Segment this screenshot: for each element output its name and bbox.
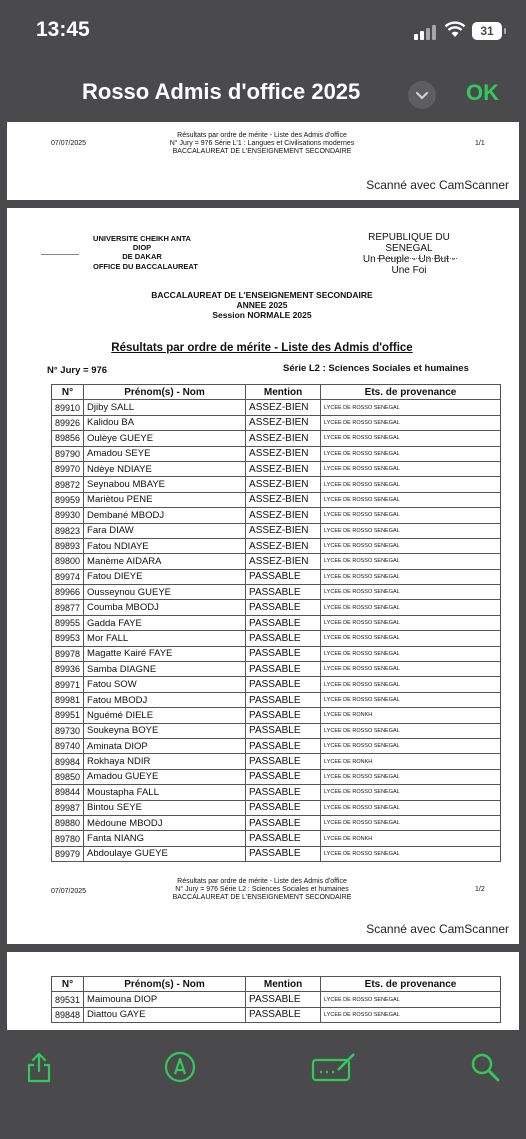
school: LYCEE DE ROSSO SENEGAL [321,677,501,692]
candidate-name: Nguémé DIELE [84,708,246,723]
table-row [52,831,501,846]
table-row [52,815,501,830]
candidate-number: 89730 [52,723,84,738]
table-row [52,523,501,538]
mention: ASSEZ-BIEN [246,554,321,569]
candidate-name: Fatou NDIAYE [84,538,246,553]
candidate-number: 89974 [52,569,84,584]
page-header: Résultats par ordre de mérite - Liste des Admis d'office N° Jury = 976 Série L'1 : Langues et Civilisations modernes BACCALAUREAT DE L'ENSEIGNEMENT SECONDAIRE [169,132,355,155]
candidate-number: 89936 [52,662,84,677]
candidate-name: Fatou SOW [84,677,246,692]
university-header: UNIVERSITE CHEIKH ANTA DIOP DE DAKAR [93,234,191,261]
candidate-number: 89978 [52,646,84,661]
cellular-signal-icon [414,24,438,40]
chevron-down-icon [408,81,436,109]
candidate-number: 89910 [52,400,84,415]
document-page-3 [7,952,519,1030]
school: LYCEE DE ROSSO SENEGAL [321,785,501,800]
signature-mark [41,254,79,255]
school: LYCEE DE ROSSO SENEGAL [321,415,501,430]
status-time: 13:45 [36,18,90,41]
page-footer: Résultats par ordre de mérite - Liste des Admis d'office N° Jury = 976 Série L2 : Sciences Sociales et humaines BACCALAUREAT DE L'ENSEIGNEMENT SECONDAIRE [172,878,352,901]
candidate-number: 89984 [52,754,84,769]
candidate-name: Fanta NIANG [84,831,246,846]
candidate-name: Rokhaya NDIR [84,754,246,769]
mention: PASSABLE [246,646,321,661]
mention: ASSEZ-BIEN [246,508,321,523]
col-number-header: N° [52,977,84,992]
candidate-name: Manème AIDARA [84,554,246,569]
mention: PASSABLE [246,692,321,707]
table-row [52,585,501,600]
candidate-name: Mor FALL [84,631,246,646]
mention: PASSABLE [246,738,321,753]
divider [377,258,457,259]
table-row [52,1007,501,1022]
candidate-number: 89930 [52,508,84,523]
exam-title: BACCALAUREAT DE L'ENSEIGNEMENT SECONDAIRE ANNEE 2025 Session NORMALE 2025 [151,290,373,320]
school: LYCEE DE ROSSO SENEGAL [321,446,501,461]
school: LYCEE DE ROSSO SENEGAL [321,508,501,523]
mention: PASSABLE [246,992,321,1007]
school: LYCEE DE ROSSO SENEGAL [321,554,501,569]
candidate-name: Magatte Kairé FAYE [84,646,246,661]
mention: ASSEZ-BIEN [246,415,321,430]
school: LYCEE DE ROSSO SENEGAL [321,600,501,615]
mention: ASSEZ-BIEN [246,523,321,538]
col-name-header: Prénom(s) - Nom [84,385,246,400]
mention: PASSABLE [246,769,321,784]
school: LYCEE DE ROSSO SENEGAL [321,1007,501,1022]
document-page-1 [7,122,519,200]
camscanner-label: Scanné avec CamScanner [366,922,509,936]
republic-header: REPUBLIQUE DU SENEGAL Un Peuple - Un But - Une Foi [362,232,456,276]
table-row [52,646,501,661]
school: LYCEE DE ROSSO SENEGAL [321,723,501,738]
candidate-number: 89531 [52,992,84,1007]
school: LYCEE DE ROSSO SENEGAL [321,477,501,492]
jury-label: N° Jury = 976 [47,365,108,376]
candidate-name: Diattou GAYE [84,1007,246,1022]
candidate-number: 89848 [52,1007,84,1022]
table-row [52,738,501,753]
candidate-number: 89926 [52,415,84,430]
col-mention-header: Mention [246,385,321,400]
mention: PASSABLE [246,785,321,800]
candidate-number: 89966 [52,585,84,600]
candidate-name: Maimouna DIOP [84,992,246,1007]
school: LYCEE DE ROSSO SENEGAL [321,662,501,677]
col-number-header: N° [52,385,84,400]
candidate-number: 89877 [52,600,84,615]
school: LYCEE DE ROSSO SENEGAL [321,738,501,753]
status-bar [0,0,526,62]
candidate-name: Fatou MBODJ [84,692,246,707]
col-school-header: Ets. de provenance [321,385,501,400]
candidate-number: 89856 [52,431,84,446]
candidate-number: 89844 [52,785,84,800]
candidate-name: Mèdoune MBODJ [84,815,246,830]
bottom-toolbar [0,1030,526,1139]
title-menu-button[interactable] [408,81,436,109]
candidate-name: Amadou GUEYE [84,769,246,784]
mention: PASSABLE [246,677,321,692]
candidate-name: Samba DIAGNE [84,662,246,677]
candidate-number: 89780 [52,831,84,846]
table-row [52,992,501,1007]
candidate-number: 89981 [52,692,84,707]
mention: PASSABLE [246,800,321,815]
mention: PASSABLE [246,1007,321,1022]
table-row [52,446,501,461]
table-row [52,600,501,615]
candidate-name: Seynabou MBAYE [84,477,246,492]
school: LYCEE DE ROSSO SENEGAL [321,569,501,584]
candidate-number: 89800 [52,554,84,569]
table-row [52,415,501,430]
signature-icon[interactable] [310,1050,358,1084]
candidate-name: Abdoulaye GUEYE [84,846,246,861]
candidate-number: 89953 [52,631,84,646]
mention: ASSEZ-BIEN [246,461,321,476]
candidate-number: 89880 [52,815,84,830]
mention: ASSEZ-BIEN [246,446,321,461]
school: LYCEE DE ROSSO SENEGAL [321,815,501,830]
mention: ASSEZ-BIEN [246,477,321,492]
candidate-name: Soukeyna BOYE [84,723,246,738]
school: LYCEE DE ROSSO SENEGAL [321,585,501,600]
table-row [52,431,501,446]
candidate-name: Bintou SEYE [84,800,246,815]
mention: PASSABLE [246,831,321,846]
table-row [52,461,501,476]
table-row [52,708,501,723]
candidate-name: Oulèye GUEYE [84,431,246,446]
col-school-header: Ets. de provenance [321,977,501,992]
candidate-name: Fara DIAW [84,523,246,538]
school: LYCEE DE ROSSO SENEGAL [321,615,501,630]
table-row [52,400,501,415]
table-row [52,569,501,584]
school: LYCEE DE ROSSO SENEGAL [321,400,501,415]
school: LYCEE DE ROSSO SENEGAL [321,646,501,661]
page-date: 07/07/2025 [51,888,87,895]
mention: PASSABLE [246,723,321,738]
school: LYCEE DE ROSSO SENEGAL [321,631,501,646]
candidate-number: 89850 [52,769,84,784]
mention: PASSABLE [246,662,321,677]
table-row [52,492,501,507]
table-row [52,785,501,800]
school: LYCEE DE ROSSO SENEGAL [321,692,501,707]
mention: PASSABLE [246,631,321,646]
document-page-2 [7,208,519,944]
school: LYCEE DE ROSSO SENEGAL [321,461,501,476]
search-icon[interactable] [468,1050,502,1084]
school: LYCEE DE ROSSO SENEGAL [321,523,501,538]
candidate-number: 89740 [52,738,84,753]
school: LYCEE DE RONKH [321,708,501,723]
nav-bar [0,62,526,122]
mention: ASSEZ-BIEN [246,400,321,415]
results-table [51,384,501,862]
table-row [52,477,501,492]
school: LYCEE DE RONKH [321,754,501,769]
ok-button[interactable]: OK [466,80,499,105]
mention: PASSABLE [246,569,321,584]
page-date: 07/07/2025 [51,140,87,147]
page-number: 1/1 [475,140,485,147]
mention: ASSEZ-BIEN [246,538,321,553]
page-number: 1/2 [475,886,485,893]
table-row [52,754,501,769]
candidate-name: Ndèye NDIAYE [84,461,246,476]
candidate-number: 89971 [52,677,84,692]
candidate-name: Aminata DIOP [84,738,246,753]
mention: PASSABLE [246,815,321,830]
table-row [52,662,501,677]
candidate-number: 89893 [52,538,84,553]
office-label: OFFICE DU BACCALAUREAT [93,262,198,271]
candidate-name: Kalidou BA [84,415,246,430]
markup-icon[interactable] [163,1050,197,1084]
table-row [52,846,501,861]
wifi-icon [444,20,466,38]
candidate-name: Dembané MBODJ [84,508,246,523]
share-icon[interactable] [22,1050,56,1084]
document-title[interactable]: Rosso Admis d'office 2025 [82,79,361,104]
serie-label: Série L2 : Sciences Sociales et humaines [283,363,469,374]
school: LYCEE DE ROSSO SENEGAL [321,992,501,1007]
candidate-number: 89987 [52,800,84,815]
table-row [52,554,501,569]
table-row [52,508,501,523]
candidate-number: 89970 [52,461,84,476]
table-row [52,800,501,815]
mention: PASSABLE [246,615,321,630]
candidate-name: Fatou DIEYE [84,569,246,584]
candidate-number: 89955 [52,615,84,630]
candidate-name: Amadou SEYE [84,446,246,461]
table-row [52,631,501,646]
candidate-name: Djiby SALL [84,400,246,415]
school: LYCEE DE ROSSO SENEGAL [321,800,501,815]
table-row [52,615,501,630]
candidate-number: 89872 [52,477,84,492]
school: LYCEE DE ROSSO SENEGAL [321,538,501,553]
table-row [52,692,501,707]
camscanner-label: Scanné avec CamScanner [366,178,509,192]
candidate-name: Coumba MBODJ [84,600,246,615]
candidate-name: Moustapha FALL [84,785,246,800]
candidate-number: 89951 [52,708,84,723]
mention: PASSABLE [246,600,321,615]
mention: ASSEZ-BIEN [246,492,321,507]
table-row [52,677,501,692]
table-header-row [52,977,501,992]
table-header-row [52,385,501,400]
candidate-number: 89823 [52,523,84,538]
candidate-number: 89790 [52,446,84,461]
school: LYCEE DE ROSSO SENEGAL [321,769,501,784]
candidate-name: Gadda FAYE [84,615,246,630]
battery-icon: 31 [472,22,502,40]
candidate-number: 89959 [52,492,84,507]
table-row [52,723,501,738]
school: LYCEE DE ROSSO SENEGAL [321,492,501,507]
mention: PASSABLE [246,846,321,861]
school: LYCEE DE ROSSO SENEGAL [321,846,501,861]
table-row [52,769,501,784]
candidate-number: 89979 [52,846,84,861]
col-name-header: Prénom(s) - Nom [84,977,246,992]
mention: PASSABLE [246,708,321,723]
mention: PASSABLE [246,754,321,769]
results-table [51,976,501,1023]
mention: ASSEZ-BIEN [246,431,321,446]
table-row [52,538,501,553]
candidate-name: Mariètou PENE [84,492,246,507]
school: LYCEE DE RONKH [321,831,501,846]
mention: PASSABLE [246,585,321,600]
school: LYCEE DE ROSSO SENEGAL [321,431,501,446]
candidate-name: Ousseynou GUEYE [84,585,246,600]
list-title: Résultats par ordre de mérite - Liste des Admis d'office [111,342,413,354]
col-mention-header: Mention [246,977,321,992]
